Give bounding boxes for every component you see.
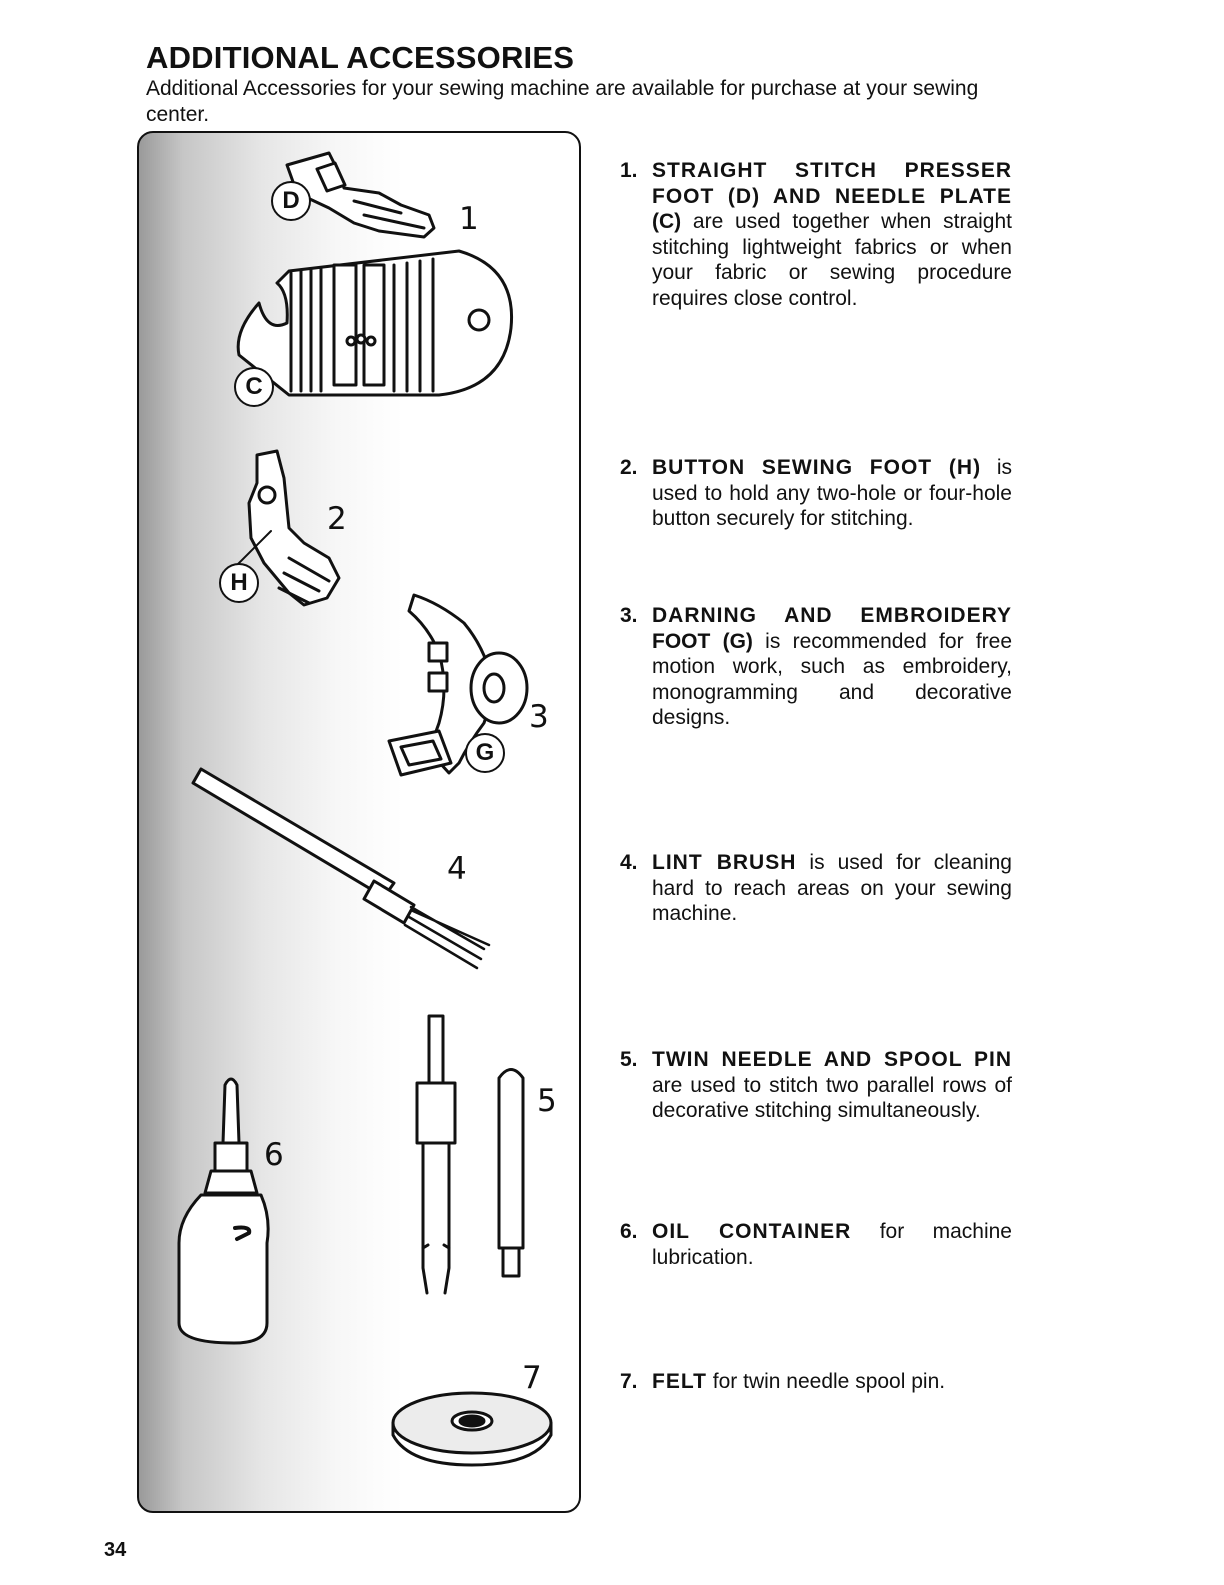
item-description: is used to hold any two-hole or four-hole button securely for stitching. (652, 456, 1012, 530)
accessory-item (620, 1219, 1012, 1270)
needle-plate-c-icon (238, 251, 511, 395)
item-description: is used for cleaning hard to reach areas on your sewing machine. (652, 851, 1012, 925)
felt-pad-icon (393, 1393, 551, 1465)
item-term: DARNING AND EMBROIDERY (652, 604, 1012, 627)
label-d: D (271, 181, 311, 221)
item-term: STRAIGHT STITCH PRESSER FOOT (D) AND NEEDLE PLATE (652, 159, 1012, 208)
accessory-item (620, 1369, 1012, 1395)
twin-needle-icon (417, 1016, 455, 1293)
figure-number-1: 1 (459, 201, 479, 237)
accessory-item (620, 850, 1012, 927)
accessory-item (620, 455, 1012, 532)
intro-text: Additional Accessories for your sewing machine are available for purchase at your sewing center. (146, 77, 979, 126)
item-part-label: FOOT (G) (652, 629, 753, 653)
label-h: H (219, 563, 259, 603)
item-term: BUTTON SEWING FOOT (H) (652, 456, 982, 479)
accessories-illustration-panel (137, 131, 581, 1513)
figure-number-3: 3 (529, 699, 549, 735)
page-title: ADDITIONAL ACCESSORIES (146, 40, 575, 75)
item-description: for twin needle spool pin. (706, 1370, 946, 1393)
spool-pin-icon (499, 1070, 523, 1277)
item-description: are used together when straight stitching lightweight fabrics or when your fabric or sewing procedure requires close control. (652, 210, 1012, 310)
item-part-label: (C) (652, 210, 682, 233)
item-term: OIL CONTAINER (652, 1220, 852, 1243)
item-number: 6. (620, 1220, 638, 1243)
label-c: C (234, 367, 274, 407)
item-number: 3. (620, 604, 638, 627)
figure-number-6: 6 (264, 1137, 284, 1173)
darning-foot-g-icon (389, 595, 527, 775)
item-term: FELT (652, 1370, 707, 1393)
item-term: TWIN NEEDLE AND SPOOL PIN (652, 1048, 1012, 1071)
item-number: 4. (620, 851, 638, 874)
accessory-item (620, 603, 1012, 731)
item-number: 7. (620, 1370, 638, 1393)
page-number: 34 (104, 1539, 127, 1561)
figure-number-5: 5 (537, 1083, 557, 1119)
figure-number-2: 2 (327, 501, 347, 537)
item-description: is recommended for free motion work, such as embroidery, monogramming and decorative designs. (652, 629, 1012, 729)
label-g: G (465, 733, 505, 773)
item-number: 5. (620, 1048, 638, 1071)
lint-brush-icon (193, 769, 489, 968)
figure-number-4: 4 (447, 851, 467, 887)
oil-container-icon (179, 1079, 268, 1343)
figure-number-7: 7 (522, 1360, 542, 1396)
accessory-item (620, 158, 1012, 311)
item-term: LINT BRUSH (652, 851, 797, 874)
accessory-item (620, 1047, 1012, 1124)
item-description: for machine lubrication. (652, 1220, 1012, 1269)
item-number: 1. (620, 159, 638, 182)
item-number: 2. (620, 456, 638, 479)
item-description: are used to stitch two parallel rows of decorative stitching simultaneously. (652, 1073, 1012, 1122)
